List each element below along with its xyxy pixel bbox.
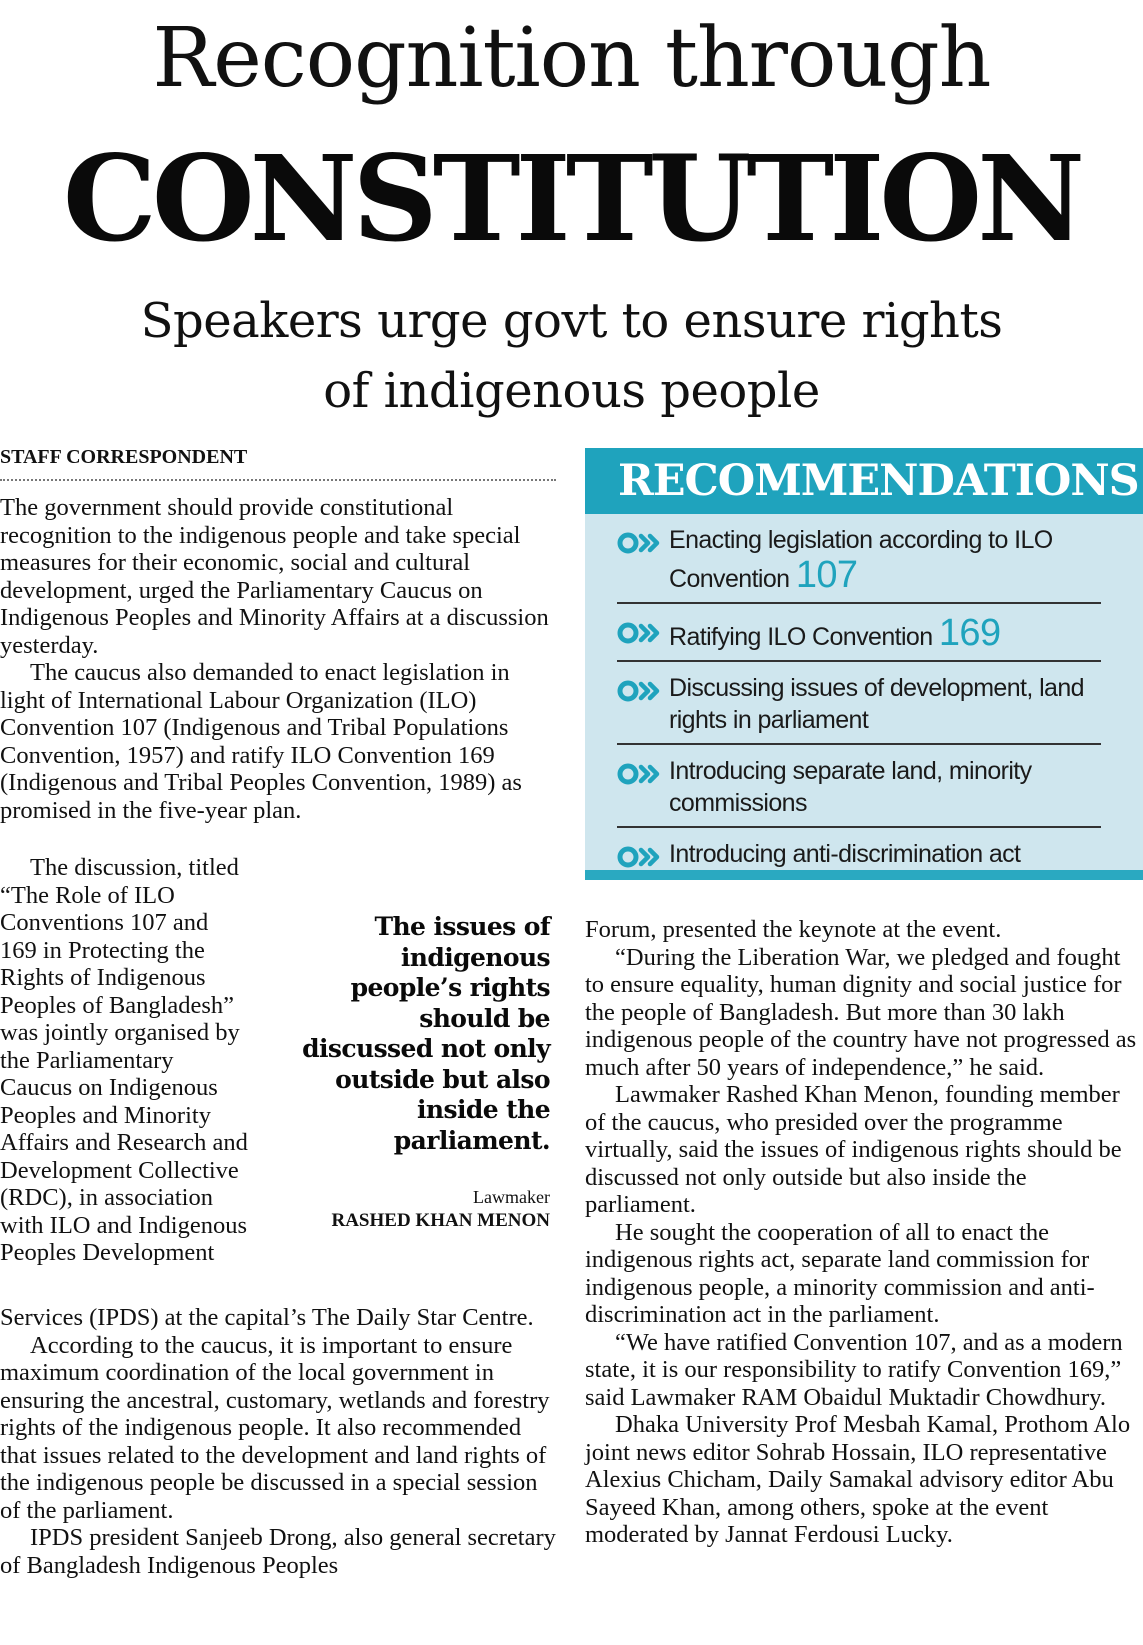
pull-quote [300,912,550,1234]
double-chevron-circle-icon [617,846,661,868]
recommendation-text: Discussing issues of development, land rights in parliament [669,674,1084,734]
recommendation-item [617,745,1101,828]
article-paragraph: “We have ratified Convention 107, and as a modern state, it is our responsibility to ratify Convention 169,” said Lawmaker RAM Obaidul Muktadir Chowdhury. [585,1328,1123,1411]
pull-quote-name: RASHED KHAN MENON [331,1210,550,1231]
article-column-left-narrow [0,854,250,1267]
recommendation-number: 107 [795,554,858,596]
double-chevron-circle-icon [617,622,661,644]
pull-quote-text: The issues of indigenous people’s rights should be discussed not only outside but also inside the parliament. [302,912,550,1155]
subheadline [0,286,1143,426]
recommendation-item [617,514,1101,604]
article-paragraph: IPDS president Sanjeeb Drong, also general secretary of Bangladesh Indigenous Peoples [0,1524,556,1579]
article-paragraph: The caucus also demanded to enact legislation in light of International Labour Organization (ILO) Convention 107 (Indigenous and Tribal Populations Convention, 1957) and ratify ILO Convention 169 (Indigenous and Tribal Peoples Convention, 1989) as promised in the five-year plan. [0,659,522,824]
article-column-left-top [0,494,556,824]
article-paragraph: Dhaka University Prof Mesbah Kamal, Prothom Alo joint news editor Sohrab Hossain, ILO representative Alexius Chicham, Daily Samakal advisory editor Abu Sayeed Khan, among others, spoke at the event moderated by Jannat Ferdousi Lucky. [585,1411,1131,1548]
double-chevron-circle-icon [617,763,661,785]
recommendations-title: RECOMMENDATIONS [585,448,1143,514]
article-paragraph: The discussion, titled “The Role of ILO Conventions 107 and 169 in Protecting the Rights of Indigenous Peoples of Bangladesh” was jointly organised by the Parliamentary Caucus on Indigenous Peoples and Minority Affairs and Research and Development Collective (RDC), in association with ILO and Indigenous Peoples Development [0,854,248,1266]
pull-quote-role: Lawmaker [473,1187,550,1207]
recommendations-list [585,514,1143,877]
article-paragraph: According to the caucus, it is important to ensure maximum coordination of the local government in ensuring the ancestral, customary, wetlands and forestry rights of the indigenous people. It also recommended that issues related to the development and land rights of the indigenous people be discussed in a special session of the parliament. [0,1331,550,1524]
headline-main: CONSTITUTION [62,129,1081,268]
byline: STAFF CORRESPONDENT [0,445,556,481]
article-paragraph: Services (IPDS) at the capital’s The Daily Star Centre. [0,1304,534,1331]
double-chevron-circle-icon [617,532,661,554]
article-column-right [585,916,1143,1549]
recommendation-text: Introducing anti-discrimination act [669,840,1021,868]
article-paragraph: “During the Liberation War, we pledged and fought to ensure equality, human dignity and social justice for the people of Bangladesh. But more than 30 lakh indigenous people of the country have not progressed as much after 50 years of independence,” he said. [585,943,1137,1081]
recommendation-text: Enacting legislation according to ILO Convention [669,526,1053,593]
subheadline-line-2: of indigenous people [323,363,820,419]
recommendation-text: Introducing separate land, minority commissions [669,757,1032,817]
recommendation-item [617,662,1101,745]
article-paragraph: Lawmaker Rashed Khan Menon, founding member of the caucus, who presided over the programme virtually, said the issues of indigenous rights should be discussed not only outside but also inside the parliament. [585,1081,1122,1218]
recommendations-box [585,448,1143,880]
recommendation-number: 169 [938,612,1001,654]
recommendation-item [617,828,1101,877]
article-column-left-bottom [0,1304,556,1579]
article-paragraph: He sought the cooperation of all to enact the indigenous rights act, separate land commission for indigenous people, a minority commission and anti-discrimination act in the parliament. [585,1218,1095,1328]
headline-kicker: Recognition through [152,11,991,106]
article-paragraph: The government should provide constitutional recognition to the indigenous people and take special measures for their economic, social and cultural development, urged the Parliamentary Caucus on Indigenous Peoples and Minority Affairs at a discussion yesterday. [0,494,549,659]
recommendation-text: Ratifying ILO Convention [669,623,933,651]
article-paragraph: Forum, presented the keynote at the event. [585,916,1002,943]
subheadline-line-1: Speakers urge govt to ensure rights [140,293,1003,349]
recommendation-item [617,604,1101,662]
double-chevron-circle-icon [617,680,661,702]
